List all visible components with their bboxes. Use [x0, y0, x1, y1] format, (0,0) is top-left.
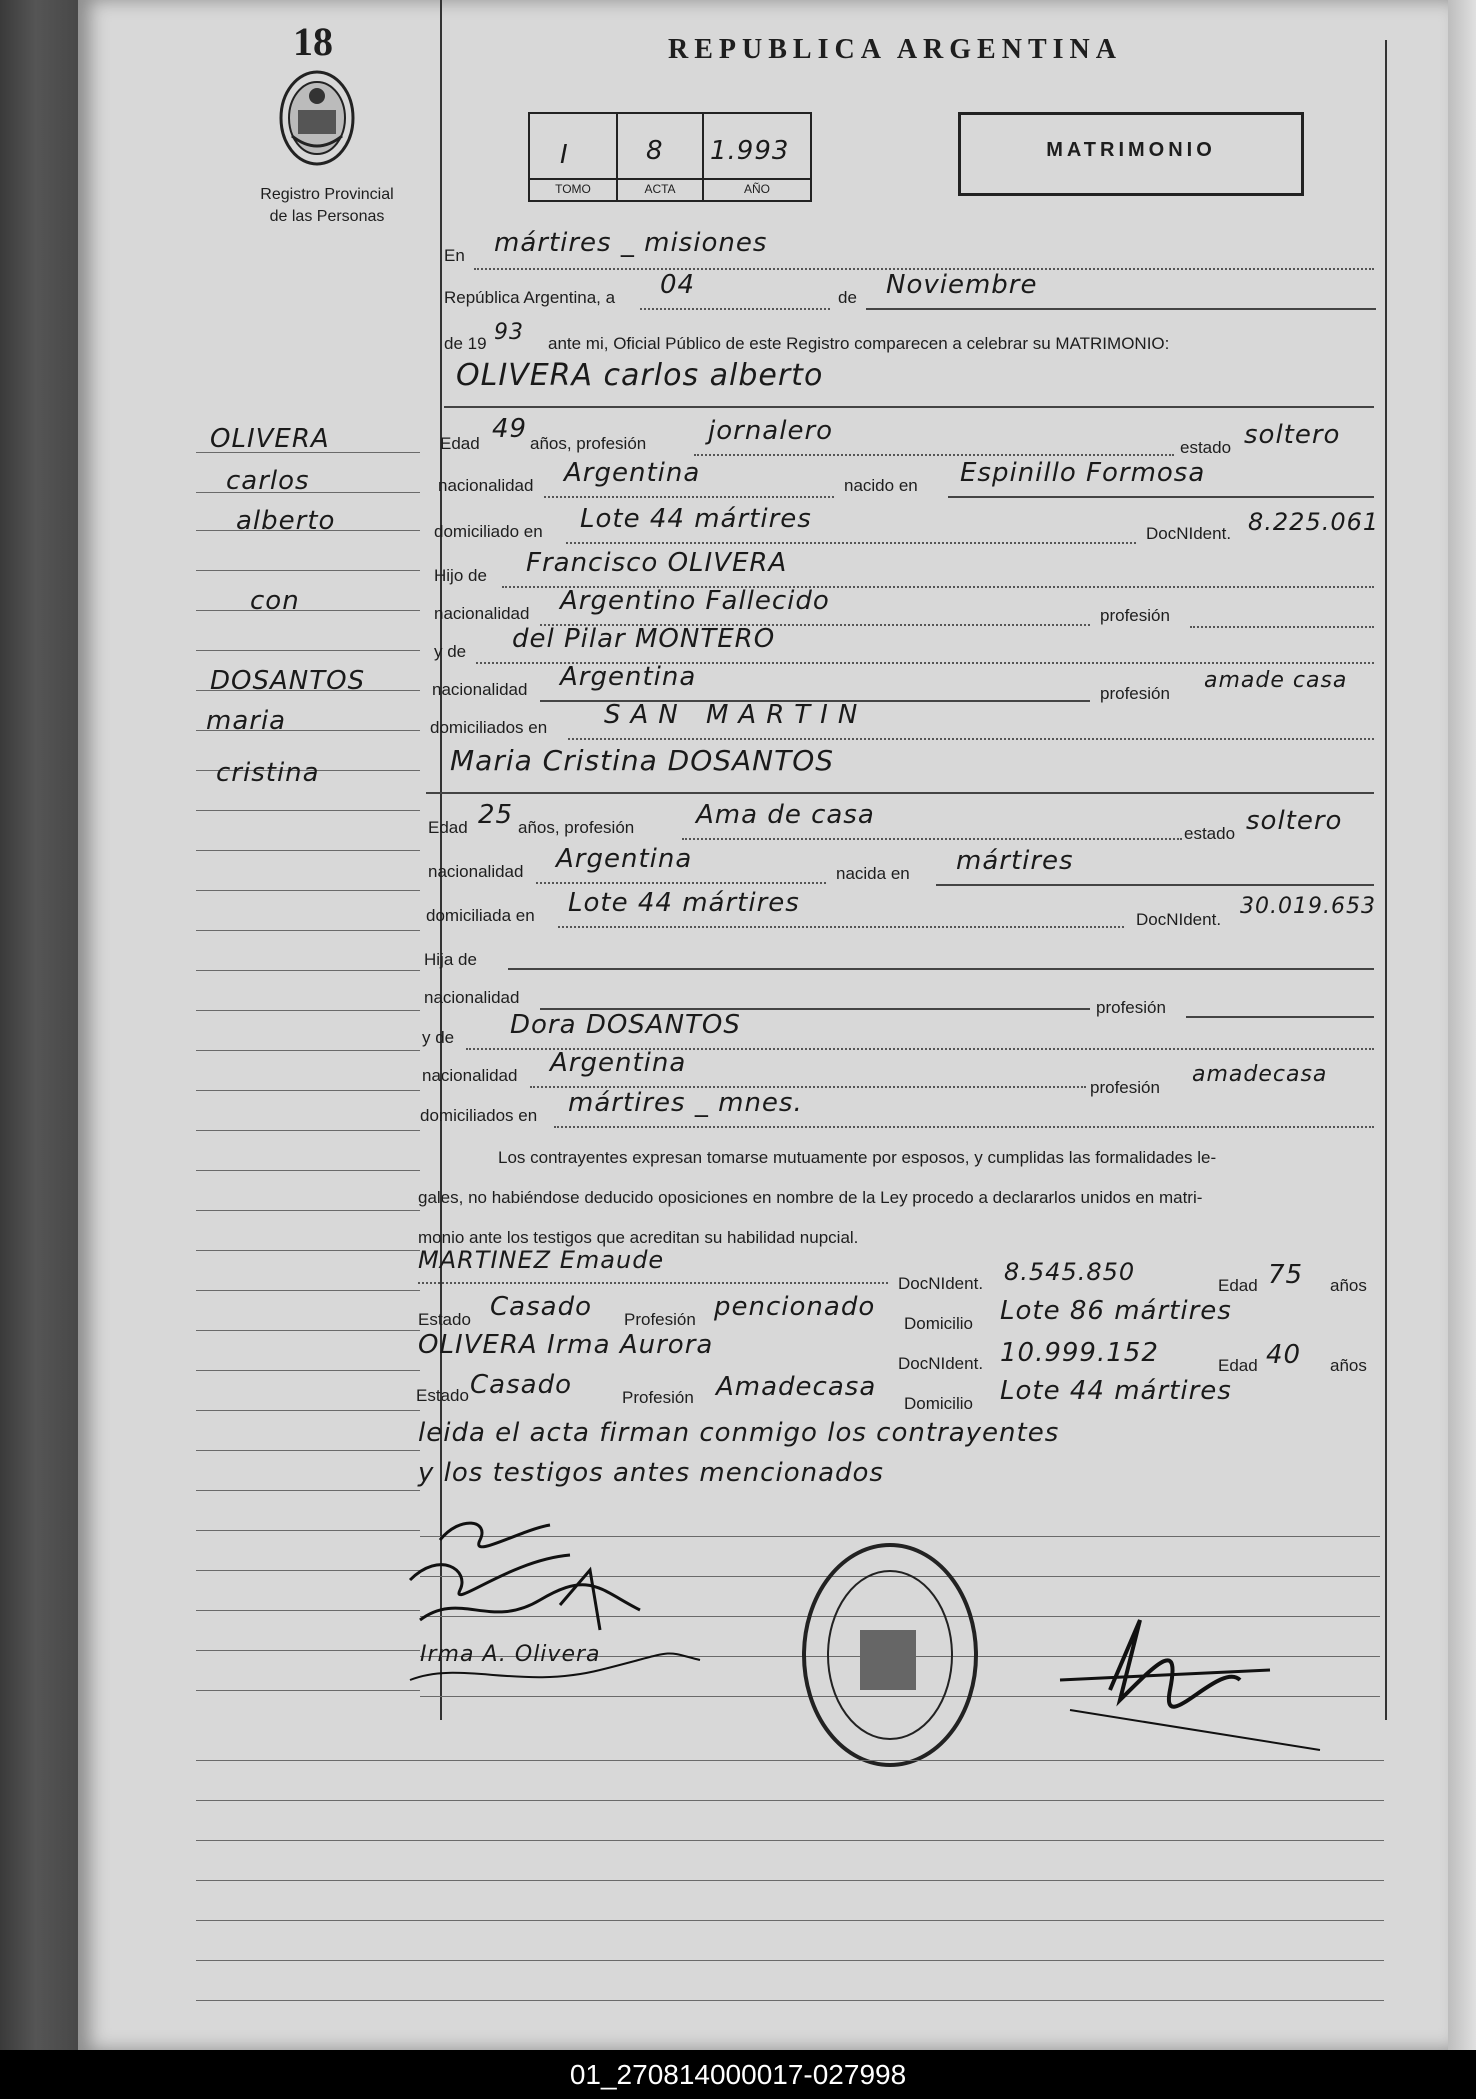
field-padre-nacionalidad: Argentino Fallecido — [540, 586, 1090, 626]
paragraph-line: gales, no habiéndose deducido oposiciones en nombre de la Ley procedo a declararlos unidos en matri- — [418, 1188, 1203, 1207]
official-stamp — [800, 1540, 980, 1770]
anio-value: 1.993 — [710, 136, 790, 166]
paragraph-line: monio ante los testigos que acreditan su habilidad nupcial. — [418, 1228, 859, 1247]
field-novio-domicilio: Lote 44 mártires — [566, 504, 1136, 544]
witness-1-doc: 8.545.850 — [1004, 1258, 1136, 1286]
witness-2-doc: 10.999.152 — [1000, 1338, 1159, 1368]
witness-1-profesion: pencionado — [714, 1292, 876, 1322]
label-doc-ident: DocNIdent. — [1146, 524, 1232, 543]
page-number: 18 — [293, 19, 333, 64]
label-profesion-madre-novia: profesión — [1090, 1078, 1160, 1097]
label-profesion-w1: Profesión — [624, 1310, 696, 1329]
field-madre-novia-domicilio: mártires _ mnes. — [554, 1088, 1374, 1128]
margin-note: DOSANTOS — [210, 666, 366, 696]
acta-label: ACTA — [644, 182, 676, 196]
label-nacido-en: nacido en — [844, 476, 918, 495]
field-novio-profesion: jornalero — [694, 416, 1174, 456]
label-doc-ident-w1: DocNIdent. — [898, 1274, 984, 1293]
label-ante-mi: ante mi, Oficial Público de este Registro comparecen a celebrar su MATRIMONIO: — [548, 334, 1170, 353]
label-doc-ident-novia: DocNIdent. — [1136, 910, 1222, 929]
field-madre-novia-nacionalidad: Argentina — [530, 1048, 1086, 1088]
label-nacionalidad-madre: nacionalidad — [432, 680, 528, 699]
field-madre-nacionalidad: Argentina — [540, 662, 1090, 702]
label-profesion-w2: Profesión — [622, 1388, 694, 1407]
closing-line: y los testigos antes mencionados — [418, 1458, 884, 1488]
doc-type: MATRIMONIO — [1046, 139, 1216, 161]
field-padres-domicilio: SAN MARTIN — [568, 700, 1374, 740]
field-mes: Noviembre — [866, 270, 1376, 310]
field-padre-novia-nacionalidad — [540, 984, 1090, 1010]
label-anios-profesion: años, profesión — [530, 434, 647, 453]
label-nacionalidad: nacionalidad — [438, 476, 534, 495]
label-domicilio-w2: Domicilio — [904, 1394, 973, 1413]
doc-type-box — [958, 112, 1304, 196]
signatures — [400, 1510, 730, 1710]
field-madre-novio: del Pilar MONTERO — [476, 624, 1374, 664]
field-madre-novia: Dora DOSANTOS — [466, 1010, 1374, 1050]
tomo-value: I — [560, 140, 569, 170]
label-doc-ident-w2: DocNIdent. — [898, 1354, 984, 1373]
page-edge — [1448, 0, 1476, 2050]
label-nacionalidad-novia: nacionalidad — [428, 862, 524, 881]
margin-column — [196, 400, 420, 1720]
label-domiciliado-en: domiciliado en — [434, 522, 543, 541]
footer-id: 01_270814000017-027998 — [0, 2050, 1476, 2099]
label-republica: República Argentina, a — [444, 288, 616, 307]
registry-name: Registro Provincial — [260, 186, 394, 203]
field-padre-novia — [508, 942, 1374, 970]
margin-note: alberto — [236, 506, 336, 536]
label-edad-w2: Edad — [1218, 1356, 1258, 1375]
label-en: En — [444, 246, 465, 265]
field-novia-estado: soltero — [1246, 806, 1343, 836]
margin-note: cristina — [216, 758, 320, 788]
field-novio-nombre: OLIVERA carlos alberto — [444, 358, 1374, 408]
field-novio-nacido-en: Espinillo Formosa — [948, 458, 1374, 498]
label-hijo-de: Hijo de — [434, 566, 487, 585]
signature-irma: Irma A. Olivera — [420, 1642, 601, 1667]
label-nacionalidad-madre-novia: nacionalidad — [422, 1066, 518, 1085]
label-anios-w1: años — [1330, 1276, 1367, 1295]
witness-1-domicilio: Lote 86 mártires — [1000, 1296, 1232, 1326]
field-novia-nacionalidad: Argentina — [536, 844, 826, 884]
field-dia: 04 — [640, 270, 830, 310]
acta-value: 8 — [646, 136, 664, 166]
label-edad-w1: Edad — [1218, 1276, 1258, 1295]
label-estado-w1: Estado — [418, 1310, 471, 1329]
margin-note: maria — [206, 706, 287, 736]
label-anios-w2: años — [1330, 1356, 1367, 1375]
label-domiciliada-en: domiciliada en — [426, 906, 535, 925]
label-nacionalidad-padre-novia: nacionalidad — [424, 988, 520, 1007]
label-profesion-madre: profesión — [1100, 684, 1170, 703]
country-title: REPUBLICA ARGENTINA — [668, 34, 1122, 65]
paragraph-line: Los contrayentes expresan tomarse mutuamente por esposos, y cumplidas las formalidades le- — [498, 1148, 1217, 1167]
label-nacionalidad-padre: nacionalidad — [434, 604, 530, 623]
label-edad: Edad — [440, 434, 480, 453]
label-y-de: y de — [434, 642, 467, 661]
witness-2-estado: Casado — [470, 1370, 572, 1400]
margin-note: OLIVERA — [210, 424, 330, 454]
witness-1-edad: 75 — [1268, 1260, 1304, 1290]
label-nacida-en: nacida en — [836, 864, 910, 883]
label-edad-novia: Edad — [428, 818, 468, 837]
field-novia-nombre: Maria Cristina DOSANTOS — [426, 744, 1374, 794]
field-madre-novia-profesion: amadecasa — [1192, 1062, 1328, 1087]
label-hija-de: Hija de — [424, 950, 477, 969]
emblem — [278, 66, 356, 170]
field-novia-profesion: Ama de casa — [682, 800, 1182, 840]
field-novia-nacida-en: mártires — [936, 846, 1374, 886]
label-profesion-padre: profesión — [1100, 606, 1170, 625]
book-spine — [0, 0, 90, 2050]
label-estado: estado — [1180, 438, 1232, 457]
label-estado-novia: estado — [1184, 824, 1236, 843]
label-de19: de 19 — [444, 334, 487, 353]
acta-box — [528, 112, 812, 202]
legal-paragraph — [418, 1138, 1374, 1258]
label-profesion-padre-novia: profesión — [1096, 998, 1166, 1017]
label-y-de-novia: y de — [422, 1028, 455, 1047]
right-border — [1385, 40, 1387, 1720]
field-anio: 93 — [494, 320, 524, 345]
witness-2-profesion: Amadecasa — [716, 1372, 877, 1402]
witness-1-estado: Casado — [490, 1292, 592, 1322]
witness-2-edad: 40 — [1266, 1340, 1302, 1370]
anio-label: AÑO — [743, 182, 770, 196]
lower-rules — [196, 1740, 1384, 2040]
field-madre-profesion: amade casa — [1204, 668, 1348, 693]
label-domicilio-w1: Domicilio — [904, 1314, 973, 1333]
field-novio-edad: 49 — [492, 414, 528, 444]
registry-subtitle: de las Personas — [269, 208, 385, 225]
field-novia-domicilio: Lote 44 mártires — [558, 888, 1124, 928]
witness-2-name: OLIVERA Irma Aurora — [418, 1330, 714, 1360]
field-padre-profesion — [1190, 588, 1374, 628]
label-domiciliados-en-novia: domiciliados en — [420, 1106, 538, 1125]
field-novia-doc: 30.019.653 — [1240, 894, 1376, 919]
official-signature — [1050, 1600, 1350, 1760]
label-domiciliados-en: domiciliados en — [430, 718, 548, 737]
witness-1-name: MARTINEZ Emaude — [418, 1246, 888, 1284]
field-padre-novio: Francisco OLIVERA — [502, 548, 1374, 588]
tomo-label: TOMO — [555, 182, 591, 196]
label-estado-w2: Estado — [416, 1386, 469, 1405]
margin-note: con — [250, 586, 300, 616]
closing-line: leida el acta firman conmigo los contrayentes — [418, 1418, 1060, 1448]
field-lugar: mártires _ misiones — [474, 228, 1374, 270]
label-de: de — [838, 288, 857, 307]
witness-2-domicilio: Lote 44 mártires — [1000, 1376, 1232, 1406]
field-novio-estado: soltero — [1244, 420, 1341, 450]
field-novia-edad: 25 — [478, 800, 514, 830]
field-novio-doc: 8.225.061 — [1248, 508, 1380, 536]
label-anios-profesion-novia: años, profesión — [518, 818, 635, 837]
margin-note: carlos — [226, 466, 310, 496]
field-novio-nacionalidad: Argentina — [544, 458, 834, 498]
